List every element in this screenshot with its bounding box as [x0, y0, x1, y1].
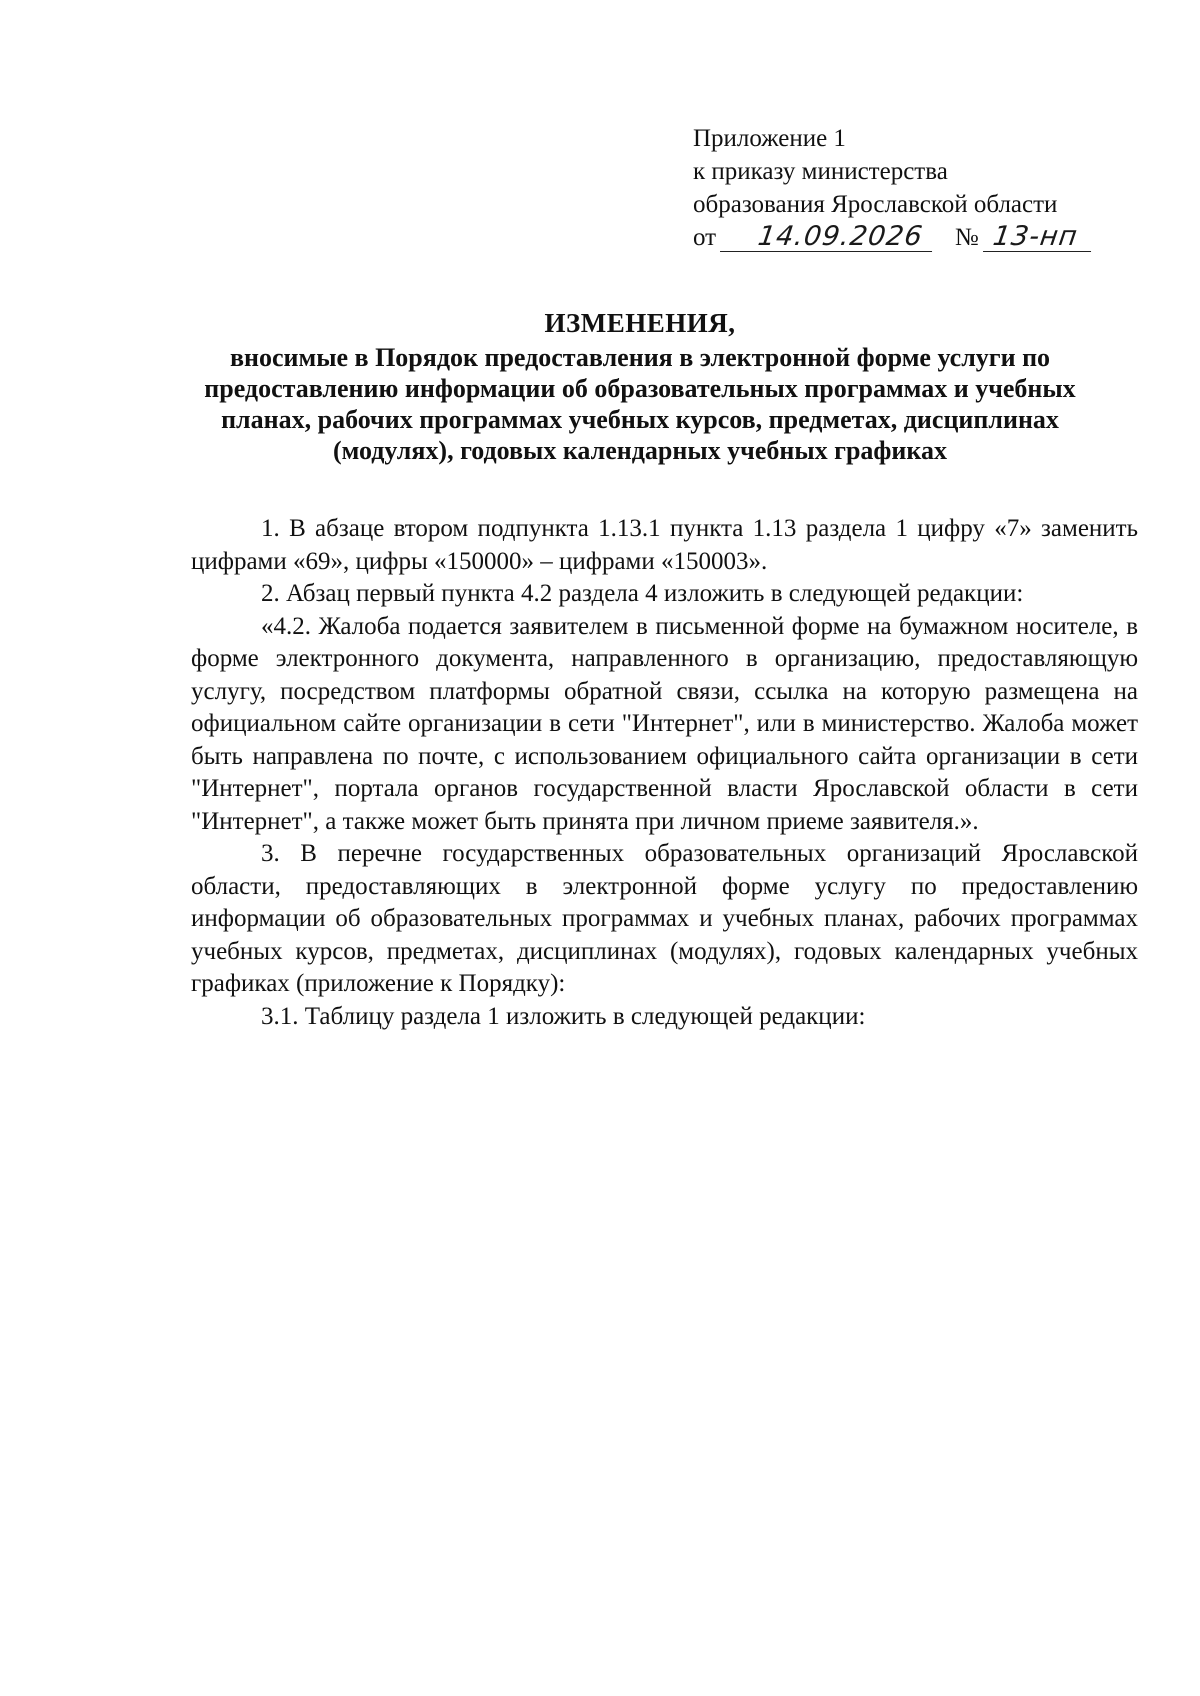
paragraph-5: 3.1. Таблицу раздела 1 изложить в следующей редакции: [261, 1002, 866, 1030]
annex-date-number-line [693, 221, 1173, 254]
handwritten-date: 14.09.2026 [720, 223, 936, 252]
paragraph-3: «4.2. Жалоба подается заявителем в письменной форме на бумажном носителе, в форме электронного документа, направленного в организацию, предоставляющую услугу, посредством платформы обратной связи, ссылка на которую размещена на официальном сайте организации в сети "Интернет", или в министерство. Жалоба может быть направлена по почте, с использованием официального сайта организации в сети "Интернет", портала органов государственной власти Ярославской области в сети "Интернет", а также может быть принята при личном приеме заявителя.». [191, 612, 1138, 835]
annex-header [693, 122, 1173, 254]
annex-line-1: Приложение 1 [693, 125, 846, 152]
paragraph-2: 2. Абзац первый пункта 4.2 раздела 4 изложить в следующей редакции: [261, 580, 1024, 607]
number-label: № [954, 224, 979, 251]
document-body [191, 513, 1138, 1033]
title-subtitle: вносимые в Порядок предоставления в электронной форме услуги по предоставлению информации об образовательных программах и учебных планах, рабочих программах учебных курсов, предметах, дисциплинах (модулях), годовых календарных учебных графиках [204, 343, 1076, 465]
document-title [190, 308, 1090, 466]
title-main: ИЗМЕНЕНИЯ, [544, 308, 736, 338]
paragraph-1: 1. В абзаце втором подпункта 1.13.1 пункта 1.13 раздела 1 цифру «7» заменить цифрами «69», цифры «150000» – цифрами «150003». [191, 515, 1138, 575]
annex-line-2: к приказу министерства [693, 158, 948, 185]
handwritten-number: 13-нп [983, 223, 1095, 252]
annex-line-3: образования Ярославской области [693, 191, 1058, 218]
paragraph-4: 3. В перечне государственных образовательных организаций Ярославской области, предоставляющих в электронной форме услугу по предоставлению информации об образовательных программах и учебных планах, рабочих программах учебных курсов, предметах, дисциплинах (модулях), годовых календарных учебных графиках (приложение к Порядку): [191, 840, 1138, 997]
from-label: от [693, 224, 717, 251]
